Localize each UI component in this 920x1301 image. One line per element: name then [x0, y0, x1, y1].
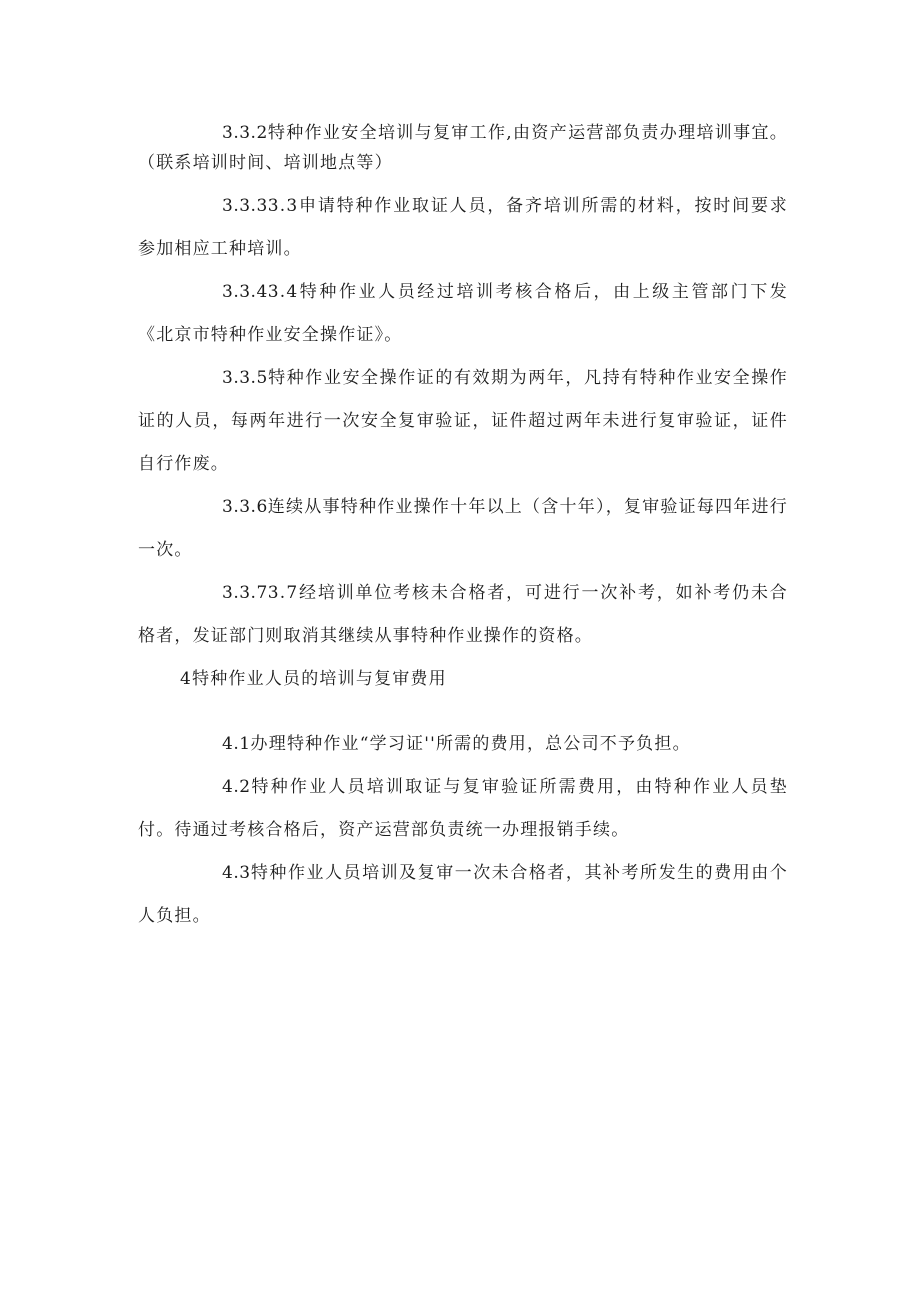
paragraph-3-3-6 — [138, 486, 788, 572]
clause-text: 办理特种作业“学习证''所需的费用，总公司不予负担。 — [250, 734, 691, 754]
paragraph-3-3-7 — [138, 572, 788, 658]
clause-text: 特种作业安全培训与复审工作,由资产运营部负责办理培训事宜。（联系培训时间、培训地点等） — [138, 123, 788, 173]
paragraph-4-3 — [138, 852, 788, 938]
clause-number: 4.3 — [222, 863, 251, 883]
clause-text: 3.7经培训单位考核未合格者，可进行一次补考，如补考仍未合格者，发证部门则取消其继续从事特种作业操作的资格。 — [138, 583, 788, 646]
clause-text: 连续从事特种作业操作十年以上（含十年），复审验证每四年进行一次。 — [138, 497, 788, 560]
document-page — [138, 118, 788, 938]
clause-number: 3.3.6 — [222, 497, 268, 517]
clause-text: 特种作业安全操作证的有效期为两年，凡持有特种作业安全操作证的人员，每两年进行一次安全复审验证，证件超过两年未进行复审验证，证件自行作废。 — [138, 368, 788, 474]
paragraph-3-3-2 — [138, 118, 788, 178]
clause-number: 4.2 — [222, 777, 251, 797]
paragraph-4-2 — [138, 766, 788, 852]
paragraph-4-1 — [138, 723, 788, 766]
clause-number: 3.3.4 — [222, 282, 268, 302]
clause-number: 3.3.5 — [222, 368, 268, 388]
clause-text: 3.4特种作业人员经过培训考核合格后，由上级主管部门下发《北京市特种作业安全操作证》。 — [138, 282, 788, 345]
clause-number: 3.3.7 — [222, 583, 268, 603]
clause-number: 4.1 — [222, 734, 251, 754]
clause-text: 3.3申请特种作业取证人员，备齐培训所需的材料，按时间要求参加相应工种培训。 — [138, 196, 788, 259]
paragraph-3-3-3 — [138, 185, 788, 271]
clause-number: 3.3.3 — [222, 196, 268, 216]
clause-text: 特种作业人员培训取证与复审验证所需费用，由特种作业人员垫付。待通过考核合格后，资产运营部负责统一办理报销手续。 — [138, 777, 788, 840]
paragraph-3-3-4 — [138, 271, 788, 357]
clause-number: 3.3.2 — [222, 123, 268, 143]
clause-text: 特种作业人员培训及复审一次未合格者，其补考所发生的费用由个人负担。 — [138, 863, 788, 926]
section-4-heading: 4特种作业人员的培训与复审费用 — [180, 669, 447, 689]
paragraph-3-3-5 — [138, 357, 788, 486]
